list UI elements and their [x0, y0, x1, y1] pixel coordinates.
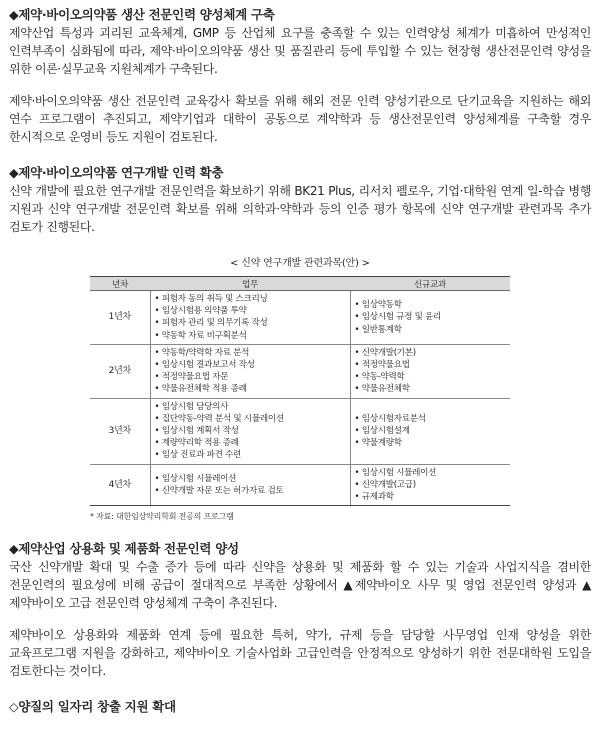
task-item: • 적정약물요법 자문 — [154, 372, 229, 383]
task-item: • 약물유전체학 적용 증례 — [154, 384, 247, 395]
figure-title: < 신약 연구개발 관련과목(안) > — [230, 258, 370, 269]
cell-tasks — [150, 344, 350, 398]
course-item: • 규제과학 — [354, 492, 394, 503]
course-item: • 임상시험 규정 및 윤리 — [354, 312, 442, 323]
figure-source: * 자료: 대한임상약리학회 전공의 프로그램 — [90, 512, 234, 522]
course-item: • 약동-약력학 — [354, 372, 405, 383]
task-item: • 임상시험 담당의사 — [154, 401, 229, 412]
table-row — [90, 344, 510, 398]
cell-new-courses — [350, 344, 510, 398]
cell-new-courses — [350, 291, 510, 345]
spacer — [9, 680, 591, 698]
paragraph-commercialization-need: 국산 신약개발 확대 및 수출 증가 등에 따라 신약을 상용화 및 제품화 할 수 있는 기술과 사업지식을 겸비한 전문인력의 필요성에 비해 공급이 절대적으로 부족한 상황에서 ▲제약바이오 사무 및 영업 전문인력 양성과 ▲제약바이오 고급 전문인력 양성체계 구축이 추진된다. — [9, 560, 591, 611]
spacer — [9, 236, 591, 250]
paragraph-commercialization-program: 제약바이오 상용화와 제품화 연계 등에 필요한 특허, 약가, 규제 등을 담당할 사무영업 인재 양성을 위한 교육프로그램 지원을 강화하고, 제약바이오 기술사업화 고급인력을 안정적으로 양성하기 위한 전문대학원 도입을 검토한다는 것이다. — [9, 628, 591, 679]
paragraph-overseas-training: 제약·바이오의약품 생산 전문인력 교육강사 확보를 위해 해외 전문 인력 양성기관으로 단기교육을 지원하는 해외 연수 프로그램이 추진되고, 제약기업과 대학이 공동으로 계약학과 등 생산전문인력 양성체계를 구축할 경우 한시적으로 운영비 등도 지원이 검토된다. — [9, 94, 591, 144]
task-item: • 피험자 동의 취득 및 스크리닝 — [154, 294, 268, 304]
section-title-commercialization-workforce: ◆제약산업 상용화 및 제품화 전문인력 양성 — [9, 541, 239, 557]
cell-year: 3년차 — [90, 398, 150, 464]
spacer — [9, 78, 591, 92]
course-item: • 임상시험설계 — [354, 426, 410, 437]
task-item: • 피험자 관리 및 의무기록 작성 — [154, 318, 268, 329]
course-item: • 약물계량학 — [354, 438, 402, 449]
spacer — [9, 146, 591, 164]
course-item: • 임상시험 시뮬레이션 — [354, 467, 437, 478]
cell-tasks — [150, 398, 350, 464]
cell-new-courses — [350, 398, 510, 464]
header-task: 업무 — [150, 277, 350, 291]
cell-year: 2년차 — [90, 344, 150, 398]
task-item: • 임상시험용 의약품 투약 — [154, 306, 247, 317]
header-year: 년차 — [90, 277, 150, 291]
header-new-course: 신규교과 — [350, 277, 510, 291]
cell-year: 4년차 — [90, 464, 150, 506]
task-item: • 계량약리학 적용 증례 — [154, 438, 239, 449]
course-item: • 임상시험자료분석 — [354, 413, 426, 424]
curriculum-table — [90, 276, 510, 506]
task-item: • 신약개발 자문 또는 허가자료 검토 — [154, 485, 284, 496]
task-item: • 임상 진료과 파견 수련 — [154, 450, 242, 461]
task-item: • 약동학/약력학 자료 분석 — [154, 347, 250, 358]
spacer — [9, 612, 591, 626]
section-title-production-workforce: ◆제약·바이오의약품 생산 전문인력 양성체계 구축 — [9, 7, 275, 22]
course-item: • 임상약동학 — [354, 300, 402, 311]
cell-tasks — [150, 464, 350, 506]
task-item: • 약동학 자료 비구획분석 — [154, 330, 247, 341]
course-item: • 신약개발(기본) — [354, 347, 416, 358]
task-item: • 집단약동-약력 분석 및 시뮬레이션 — [154, 413, 284, 424]
course-item: • 적정약물요법 — [354, 360, 410, 371]
task-item: • 임상시험 계획서 작성 — [154, 426, 239, 437]
course-item: • 일반통계학 — [354, 324, 402, 335]
task-item: • 임상시험 결과보고서 작성 — [154, 360, 255, 371]
task-item: • 임상시험 시뮬레이션 — [154, 473, 237, 484]
table-header-row — [90, 277, 510, 291]
cell-year: 1년차 — [90, 291, 150, 345]
curriculum-figure — [90, 250, 510, 522]
course-item: • 약물유전체학 — [354, 384, 410, 395]
course-item: • 신약개발(고급) — [354, 479, 416, 490]
cell-new-courses — [350, 464, 510, 506]
paragraph-production-training-system: 제약산업 특성과 괴리된 교육체계, GMP 등 산업체 요구를 충족할 수 있는 인력양성 체계가 미흡하여 만성적인 인력부족이 심화됨에 따라, 제약·바이오의약품 생산 및 품질관리 등에 투입할 수 있는 현장형 생산전문인력 양성을 위한 이론·실무교육 지원체계가 구축된다. — [9, 26, 591, 76]
curriculum-table-body — [90, 291, 510, 506]
table-row — [90, 398, 510, 464]
spacer — [9, 522, 591, 540]
table-row — [90, 291, 510, 345]
section-title-rnd-workforce: ◆제약·바이오의약품 연구개발 인력 확충 — [9, 165, 224, 180]
paragraph-rnd-workforce: 신약 개발에 필요한 연구개발 전문인력을 확보하기 위해 BK21 Plus, 리서치 펠로우, 기업·대학원 연계 일-학습 병행 지원과 신약 연구개발 전문인력 확보를 위해 의학과·약학과 등의 인증 평가 항목에 신약 연구개발 관련과목 추가 검토가 진행된다. — [9, 184, 591, 234]
section-title-job-creation: ◇양질의 일자리 창출 지원 확대 — [9, 699, 176, 715]
table-row — [90, 464, 510, 506]
cell-tasks — [150, 291, 350, 345]
